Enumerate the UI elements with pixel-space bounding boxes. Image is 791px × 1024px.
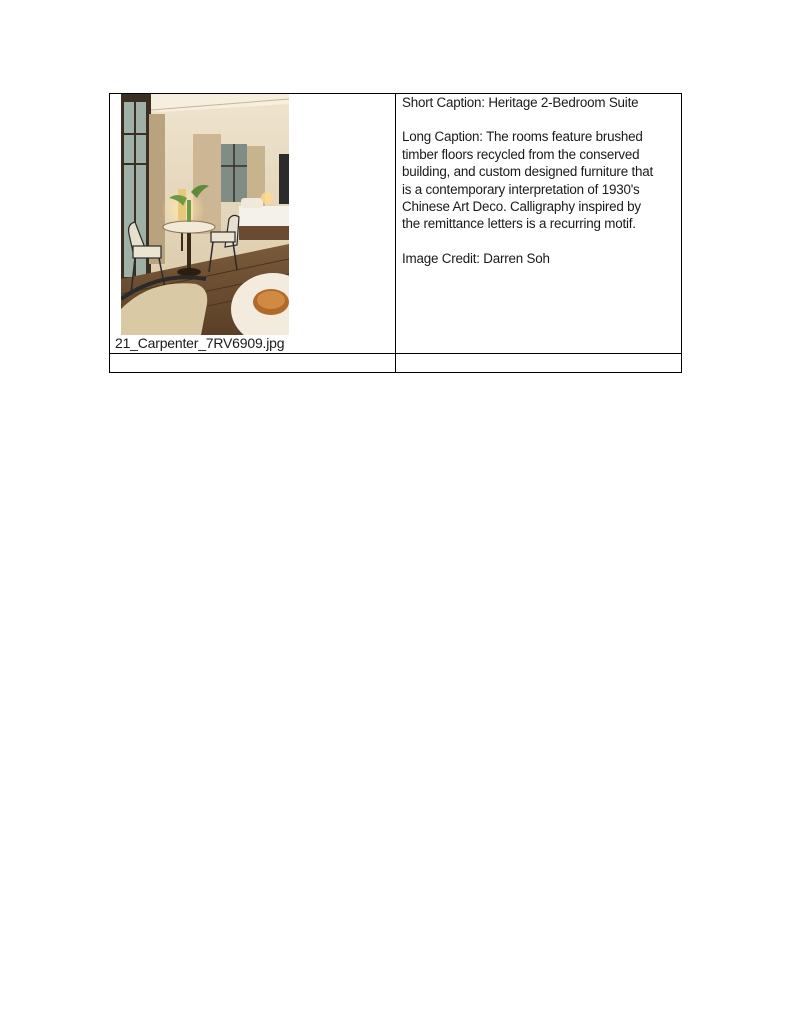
- long-caption-line: building, and custom designed furniture that: [402, 164, 653, 180]
- empty-cell-right: [396, 354, 682, 373]
- long-caption-line: Chinese Art Deco. Calligraphy inspired by: [402, 199, 641, 215]
- short-caption: Short Caption: Heritage 2-Bedroom Suite: [402, 95, 639, 110]
- hotel-room-photo: [121, 94, 289, 335]
- empty-cell-left: [110, 354, 396, 373]
- long-caption-line: Long Caption: The rooms feature brushed: [402, 129, 643, 145]
- image-filename: 21_Carpenter_7RV6909.jpg: [115, 335, 285, 351]
- image-credit: Image Credit: Darren Soh: [402, 250, 550, 266]
- long-caption-line: timber floors recycled from the conserved: [402, 146, 640, 162]
- long-caption-line: the remittance letters is a recurring motif.: [402, 216, 636, 232]
- long-caption-line: is a contemporary interpretation of 1930's: [402, 181, 640, 197]
- image-cell: [110, 94, 396, 354]
- caption-cell: [396, 94, 682, 354]
- caption-table: [109, 93, 682, 373]
